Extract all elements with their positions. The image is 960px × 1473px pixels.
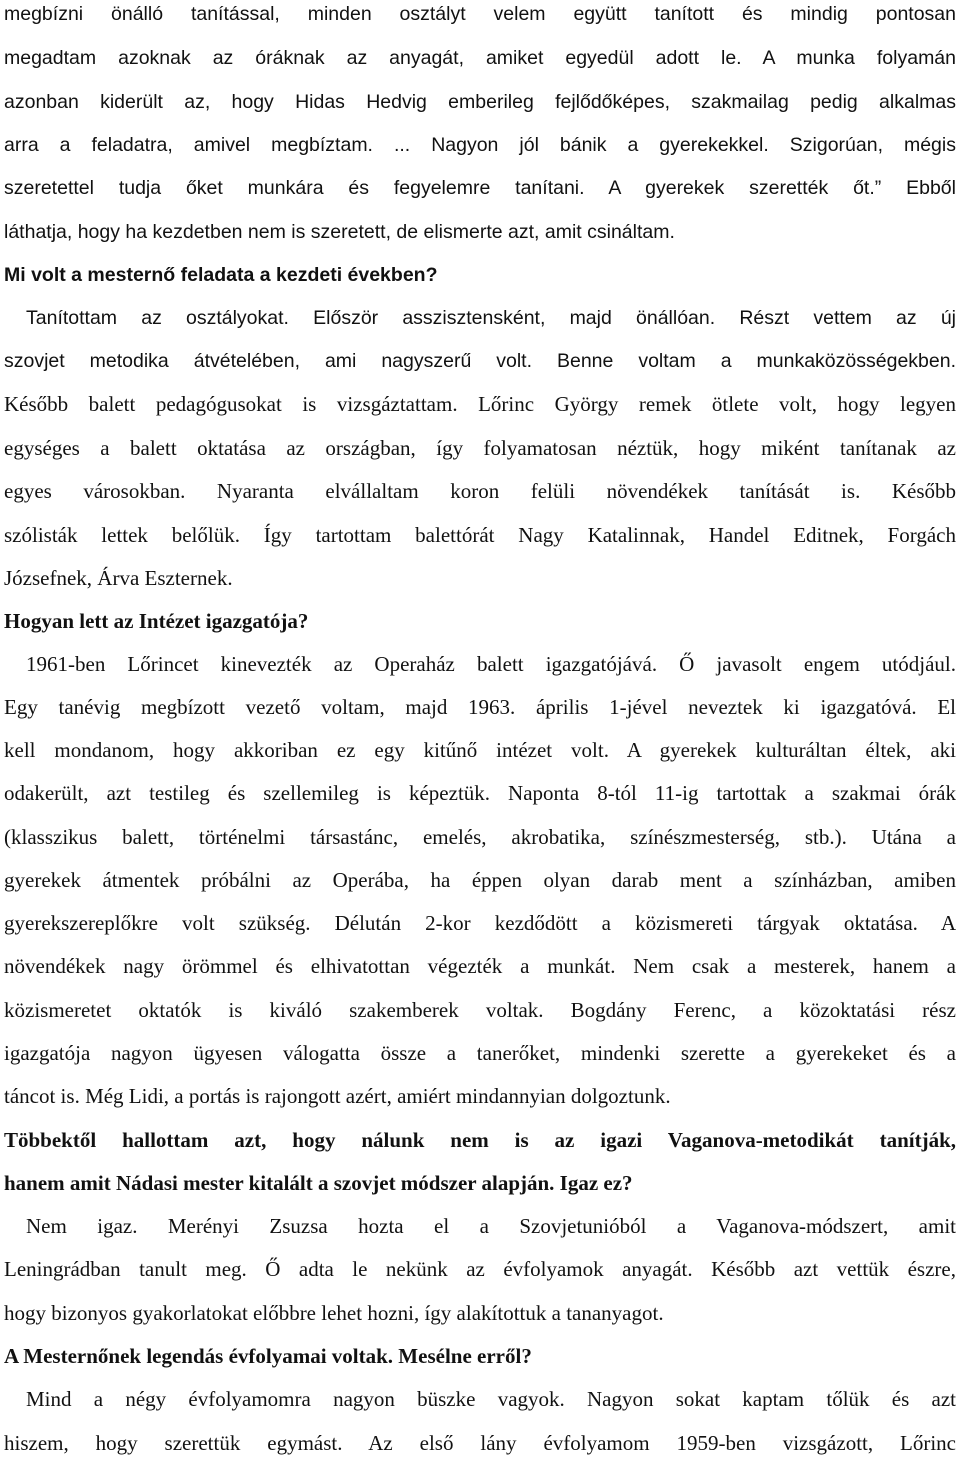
text-line: táncot is. Még Lidi, a portás is rajongott azért, amiért mindannyian dolgoztunk. bbox=[4, 1084, 671, 1108]
question-heading-line: hanem amit Nádasi mester kitalált a szovjet módszer alapján. Igaz ez? bbox=[4, 1171, 633, 1195]
text-line: közismeretet oktatók is kiváló szakemberek voltak. Bogdány Ferenc, a közoktatási rész bbox=[4, 998, 956, 1022]
text-line: odakerült, azt testileg és szellemileg is képeztük. Naponta 8-tól 11-ig tartottak a szakmai órák bbox=[4, 781, 956, 805]
text-line: szeretettel tudja őket munkára és fegyelemre tanítani. A gyerekek szerették őt.” Ebből bbox=[4, 177, 956, 199]
text-line: Egy tanévig megbízott vezető voltam, majd 1963. április 1-jével neveztek ki igazgatóvá. El bbox=[4, 695, 956, 719]
text-line: egyes városokban. Nyaranta elvállaltam koron felüli növendékek tanítását is. Később bbox=[4, 479, 956, 503]
text-line: Leningrádban tanult meg. Ő adta le nekünk az évfolyamok anyagát. Később azt vettük észre, bbox=[4, 1257, 956, 1281]
text-line: Mind a négy évfolyamomra nagyon büszke vagyok. Nagyon sokat kaptam tőlük és azt bbox=[26, 1387, 956, 1411]
text-line: azonban kiderült az, hogy Hidas Hedvig emberileg fejlődőképes, szakmailag pedig alkalmas bbox=[4, 91, 956, 113]
text-line: kell mondanom, hogy akkoriban ez egy kitűnő intézet volt. A gyerekek kulturáltan éltek, aki bbox=[4, 738, 956, 762]
question-heading-line: A Mesternőnek legendás évfolyamai voltak. Mesélne erről? bbox=[4, 1344, 532, 1368]
text-line: megbízni önálló tanítással, minden osztályt velem együtt tanított és mindig pontosan bbox=[4, 3, 956, 25]
text-line: szovjet metodika átvételében, ami nagyszerű volt. Benne voltam a munkaközösségekben. bbox=[4, 350, 956, 372]
text-line: Nem igaz. Merényi Zsuzsa hozta el a Szovjetunióból a Vaganova-módszert, amit bbox=[26, 1214, 956, 1238]
question-heading-line: Többektől hallottam azt, hogy nálunk nem is az igazi Vaganova-metodikát tanítják, bbox=[4, 1128, 956, 1152]
text-line: megadtam azoknak az óráknak az anyagát, amiket egyedül adott le. A munka folyamán bbox=[4, 47, 956, 69]
text-line: láthatja, hogy ha kezdetben nem is szeretett, de elismerte azt, amit csináltam. bbox=[4, 221, 675, 243]
text-line: gyerekek átmentek próbálni az Operába, ha éppen olyan darab ment a színházban, amiben bbox=[4, 868, 956, 892]
text-line: 1961-ben Lőrincet kinevezték az Operaház balett igazgatójává. Ő javasolt engem utódjául. bbox=[26, 652, 956, 676]
text-line: szólisták lettek belőlük. Így tartottam balettórát Nagy Katalinnak, Handel Editnek, Forgách bbox=[4, 523, 956, 547]
text-line: hiszem, hogy szerettük egymást. Az első lány évfolyamom 1959-ben vizsgázott, Lőrinc bbox=[4, 1431, 956, 1455]
text-line: gyerekszereplőkre volt szükség. Délután 2-kor kezdődött a közismereti tárgyak oktatása. A bbox=[4, 911, 956, 935]
text-line: Józsefnek, Árva Eszternek. bbox=[4, 566, 233, 590]
text-line: Később balett pedagógusokat is vizsgáztattam. Lőrinc György remek ötlete volt, hogy legyen bbox=[4, 392, 956, 416]
text-line: arra a feladatra, amivel megbíztam. ... Nagyon jól bánik a gyerekekkel. Szigorúan, mégis bbox=[4, 134, 956, 156]
text-line: növendékek nagy örömmel és elhivatottan végezték a munkát. Nem csak a mesterek, hanem a bbox=[4, 954, 956, 978]
text-line: igazgatója nagyon ügyesen válogatta össze a tanerőket, mindenki szerette a gyerekeket és a bbox=[4, 1041, 956, 1065]
text-line: (klasszikus balett, történelmi társastánc, emelés, akrobatika, színészmesterség, stb.). Utána a bbox=[4, 825, 956, 849]
question-heading-line: Hogyan lett az Intézet igazgatója? bbox=[4, 609, 309, 633]
question-heading-line: Mi volt a mesternő feladata a kezdeti években? bbox=[4, 264, 438, 286]
text-line: egységes a balett oktatása az országban, így folyamatosan néztük, hogy miként tanítanak az bbox=[4, 436, 956, 460]
text-line: hogy bizonyos gyakorlatokat előbbre lehet hozni, így alakítottuk a tananyagot. bbox=[4, 1301, 664, 1325]
text-line: Tanítottam az osztályokat. Először asszisztensként, majd önállóan. Részt vettem az új bbox=[26, 307, 956, 329]
